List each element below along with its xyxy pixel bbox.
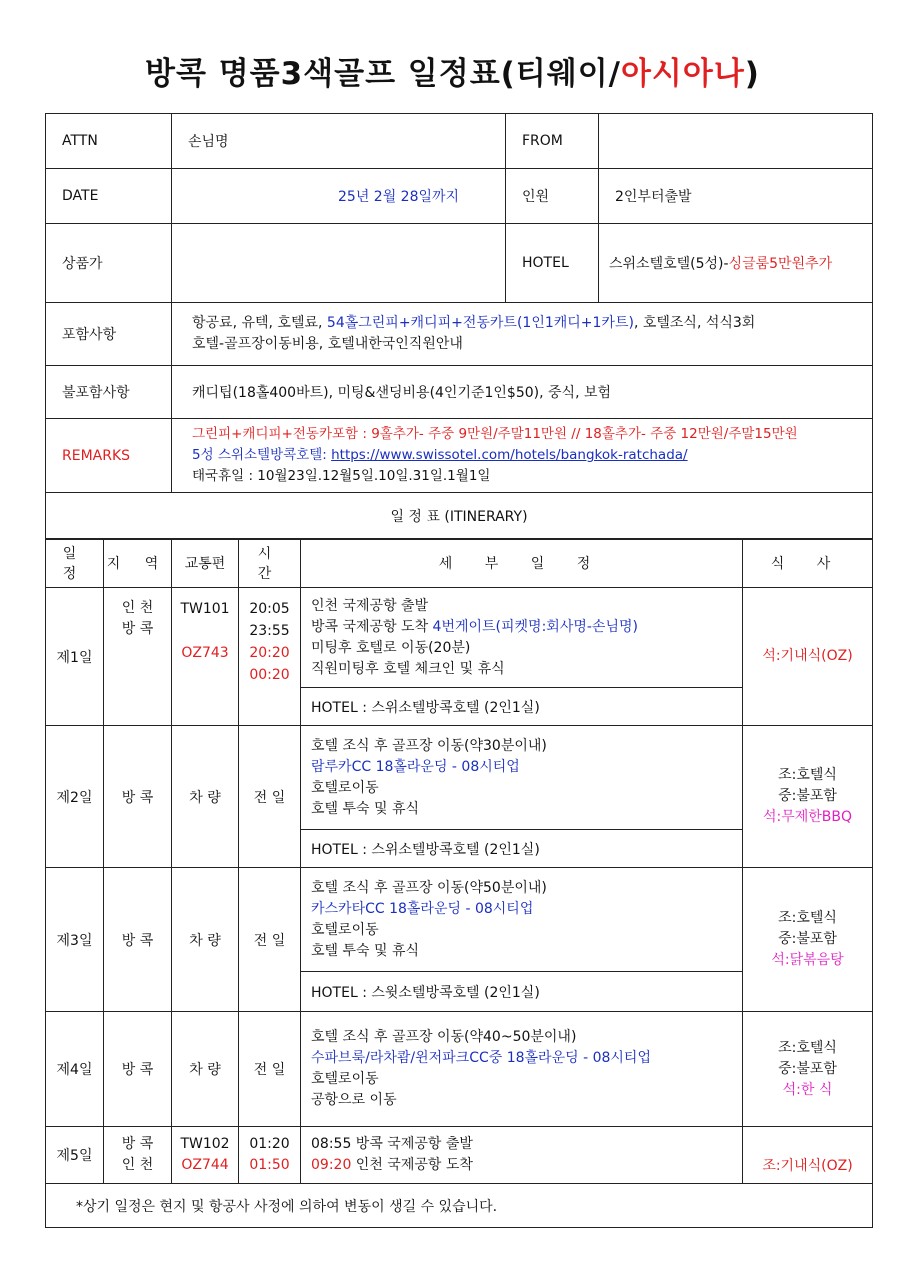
- include-line1: [192, 313, 872, 334]
- day5-region: [104, 1127, 172, 1184]
- hotel-value-cell: [599, 224, 873, 303]
- remarks-line3: 태국휴일 : 10월23일.12월5일.10일.31일.1월1일: [192, 468, 491, 484]
- day1-region: [104, 588, 172, 726]
- day2-region: 방 콕: [104, 726, 172, 868]
- day4-d3: 호텔로이동: [311, 1071, 379, 1087]
- day1-hotel: HOTEL : 스위소텔방콕호텔 (2인1실): [301, 688, 743, 726]
- day3-d1: 호텔 조식 후 골프장 이동(약50분이내): [311, 879, 547, 896]
- day4-meal3: 석:한 식: [782, 1081, 833, 1098]
- info-row-date: [46, 169, 873, 224]
- day5-time: [239, 1127, 301, 1184]
- day2-d1: 호텔 조식 후 골프장 이동(약30분이내): [311, 737, 547, 754]
- include-a: 항공료, 유텍, 호텔료,: [192, 315, 327, 331]
- date-label: DATE: [46, 169, 172, 224]
- day4-meal2: 중:불포함: [778, 1060, 837, 1077]
- info-row-remarks: [46, 419, 873, 493]
- info-table: [45, 113, 873, 540]
- attn-label: ATTN: [46, 114, 172, 169]
- day4-d1: 호텔 조식 후 골프장 이동(약40~50분이내): [311, 1029, 577, 1045]
- day1-d2a: 방콕 국제공항 도착: [311, 618, 433, 635]
- day3-region: 방 콕: [104, 868, 172, 1012]
- day1-d4: 직원미팅후 호텔 체크인 및 휴식: [311, 660, 505, 677]
- remarks-label: REMARKS: [46, 419, 172, 493]
- day3-label: 제3일: [46, 868, 104, 1012]
- info-row-include: [46, 303, 873, 366]
- day5-time2: 01:50: [249, 1157, 290, 1173]
- day4-detail: [301, 1012, 743, 1127]
- day5-d2: [311, 1155, 741, 1176]
- day3-detail: [301, 868, 743, 972]
- day1-flight1: TW101: [180, 601, 230, 617]
- day2-meal: [743, 726, 873, 868]
- from-label: FROM: [506, 114, 599, 169]
- day1-detail: [301, 588, 743, 688]
- day4-label: 제4일: [46, 1012, 104, 1127]
- day3-d2: 카스카타CC 18홀라운딩 - 08시티업: [311, 900, 534, 917]
- day2-meal1: 조:호텔식: [778, 767, 837, 783]
- day5-transport: [172, 1127, 239, 1184]
- remarks-line2: [192, 445, 872, 466]
- day2-label: 제2일: [46, 726, 104, 868]
- footnote: *상기 일정은 현지 및 항공사 사정에 의하여 변동이 생길 수 있습니다.: [46, 1184, 873, 1228]
- day1-meal: 석:기내식(OZ): [743, 588, 873, 726]
- day3-d3: 호텔로이동: [311, 921, 379, 938]
- include-label: 포함사항: [46, 303, 172, 366]
- header-transport: 교통편: [172, 539, 239, 588]
- hotel-value: 스위소텔호텔(5성)-: [609, 256, 729, 272]
- day5-region2: 인 천: [121, 1157, 154, 1173]
- day3-time: 전 일: [239, 868, 301, 1012]
- include-c: , 호텔조식, 석식3회: [633, 315, 756, 331]
- day4-transport: 차 량: [172, 1012, 239, 1127]
- day3-meal1: 조:호텔식: [778, 910, 837, 926]
- title-close: ): [744, 56, 760, 92]
- day5-d1: 08:55 방콕 국제공항 출발: [311, 1136, 473, 1152]
- day1-time4: 00:20: [249, 667, 290, 683]
- day2-meal2: 중:불포함: [778, 788, 837, 804]
- day2-time: 전 일: [239, 726, 301, 868]
- day1-d3: 미팅후 호텔로 이동(20분): [311, 639, 471, 656]
- day1-d1: 인천 국제공항 출발: [311, 597, 429, 614]
- day5-region1: 방 콕: [121, 1136, 154, 1152]
- itinerary-table: [45, 538, 873, 1228]
- people-value: 2인부터출발: [599, 169, 873, 224]
- header-detail: 세 부 일 정: [301, 539, 743, 588]
- day1-time: [239, 588, 301, 726]
- itinerary-header-row: [46, 539, 873, 588]
- date-value: 25년 2월 28일까지: [172, 169, 506, 224]
- hotel-extra: 싱글룸5만원추가: [728, 256, 833, 272]
- day5-label: 제5일: [46, 1127, 104, 1184]
- attn-value: 손님명: [172, 114, 506, 169]
- day2-detail: [301, 726, 743, 830]
- day4-time: 전 일: [239, 1012, 301, 1127]
- day5-flight2: OZ744: [181, 1157, 229, 1173]
- from-value: [599, 114, 873, 169]
- remarks-line1: 그린피+캐디피+전동카포함 : 9홀추가- 주중 9만원/주말11만원 // 18홀추가- 주중 12만원/주말15만원: [192, 426, 798, 442]
- day3-meal3: 석:닭볶음탕: [771, 952, 844, 968]
- day2-hotel: HOTEL : 스위소텔방콕호텔 (2인1실): [301, 830, 743, 868]
- day5-row: [46, 1127, 873, 1184]
- day5-time1: 01:20: [249, 1136, 290, 1152]
- day2-d2: 람루카CC 18홀라운딩 - 08시티업: [311, 758, 520, 775]
- remarks-link[interactable]: https://www.swissotel.com/hotels/bangkok-ratchada/: [331, 447, 688, 463]
- info-row-price: [46, 224, 873, 303]
- day5-d2b: 인천 국제공항 도착: [351, 1157, 473, 1173]
- day3-row: [46, 868, 873, 972]
- header-day: 일 정: [46, 539, 104, 588]
- exclude-label: 불포함사항: [46, 366, 172, 419]
- day3-transport: 차 량: [172, 868, 239, 1012]
- day5-detail: [301, 1127, 743, 1184]
- remarks-line2a: 5성 스위소텔방콕호텔:: [192, 447, 332, 463]
- day1-flight2: OZ743: [181, 645, 229, 661]
- day1-d2b: 4번게이트(피켓명:회사명-손님명): [432, 618, 638, 635]
- include-b: 54홀그린피+캐디피+전동카트(1인1캐디+1카트): [326, 315, 634, 331]
- price-value: [172, 224, 506, 303]
- hotel-label: HOTEL: [506, 224, 599, 303]
- day1-time3: 20:20: [249, 645, 290, 661]
- header-time: 시 간: [239, 539, 301, 588]
- day2-transport: 차 량: [172, 726, 239, 868]
- info-row-attn: [46, 114, 873, 169]
- itinerary-title: 일 정 표 (ITINERARY): [46, 493, 873, 540]
- title-main: 방콕 명품3색골프 일정표(티웨이/: [145, 56, 621, 92]
- day5-d2a: 09:20: [311, 1157, 352, 1173]
- day1-transport: [172, 588, 239, 726]
- remarks-cell: [172, 419, 873, 493]
- day2-d3: 호텔로이동: [311, 779, 379, 796]
- day4-region: 방 콕: [104, 1012, 172, 1127]
- title-airline2: 아시아나: [620, 56, 745, 92]
- day1-region2: 방 콕: [121, 621, 154, 637]
- day5-flight1: TW102: [180, 1136, 230, 1152]
- price-label: 상품가: [46, 224, 172, 303]
- day2-meal3: 석:무제한BBQ: [762, 809, 853, 825]
- day3-hotel: HOTEL : 스윗소텔방콕호텔 (2인1실): [301, 972, 743, 1012]
- people-label: 인원: [506, 169, 599, 224]
- day1-time2: 23:55: [249, 623, 290, 639]
- day1-label: 제1일: [46, 588, 104, 726]
- itinerary-title-row: [46, 493, 873, 540]
- header-region: 지 역: [104, 539, 172, 588]
- include-line2: 호텔-골프장이동비용, 호텔내한국인직원안내: [192, 336, 463, 352]
- day2-row: [46, 726, 873, 830]
- day3-d4: 호텔 투숙 및 휴식: [311, 942, 420, 959]
- day4-meal1: 조:호텔식: [778, 1039, 837, 1056]
- day2-d4: 호텔 투숙 및 휴식: [311, 800, 420, 817]
- day4-row: [46, 1012, 873, 1127]
- day5-meal: 조:기내식(OZ): [743, 1127, 873, 1184]
- day1-region1: 인 천: [121, 600, 154, 616]
- include-cell: [172, 303, 873, 366]
- day3-meal2: 중:불포함: [778, 931, 837, 947]
- day1-d2: [311, 617, 741, 638]
- day4-meal: [743, 1012, 873, 1127]
- day4-d2: 수파브룩/라차쾀/윈저파크CC중 18홀라운딩 - 08시티업: [311, 1050, 651, 1066]
- page-title: [0, 48, 905, 93]
- day1-time1: 20:05: [249, 601, 290, 617]
- note-row: [46, 1184, 873, 1228]
- exclude-value: 캐디팁(18홀400바트), 미팅&샌딩비용(4인기준1인$50), 중식, 보험: [172, 366, 873, 419]
- header-meal: 식 사: [743, 539, 873, 588]
- day3-meal: [743, 868, 873, 1012]
- day4-d4: 공항으로 이동: [311, 1092, 397, 1108]
- info-row-exclude: [46, 366, 873, 419]
- day1-row: [46, 588, 873, 688]
